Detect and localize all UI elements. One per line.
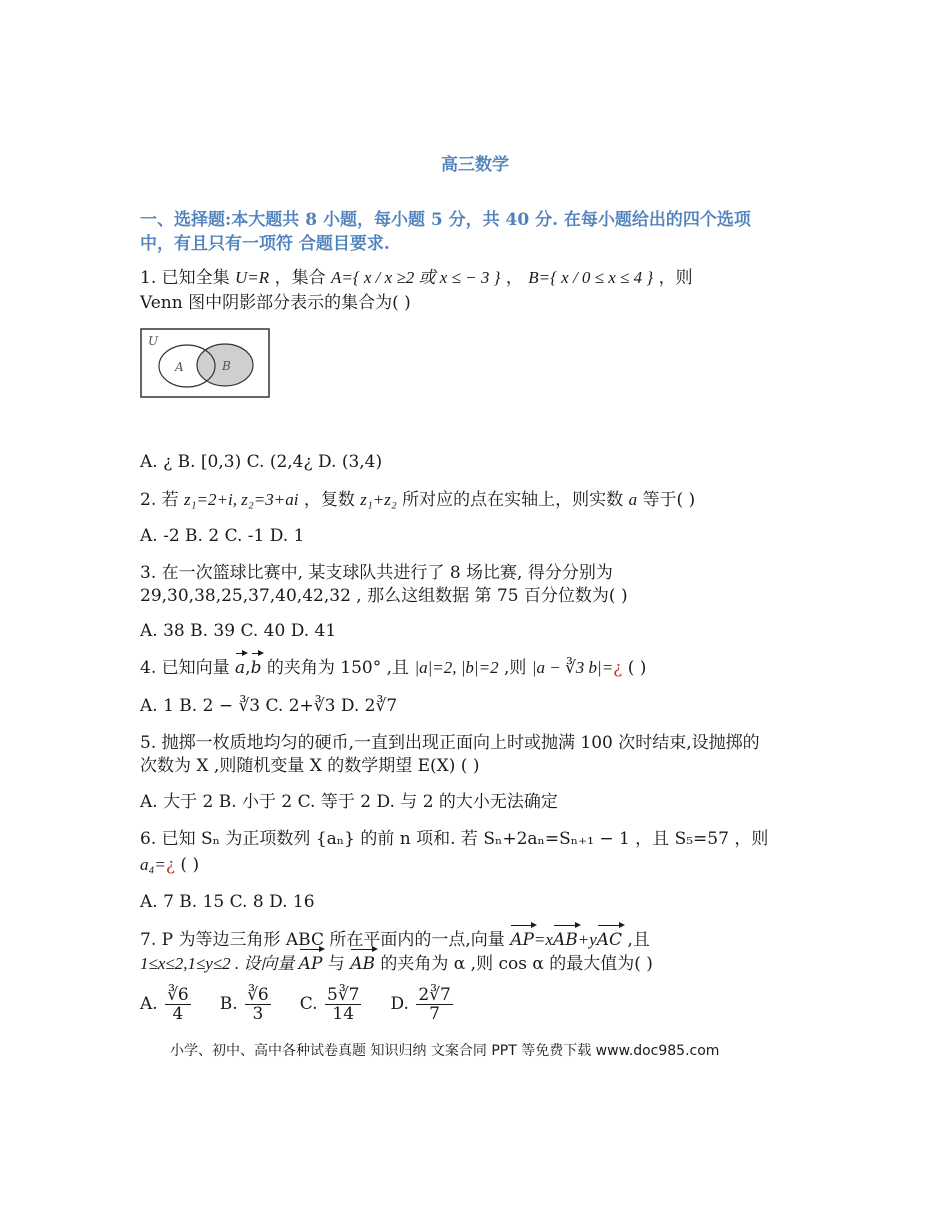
q7-option-a-fraction: $\frac{∛6}{4}$	[167, 985, 189, 1024]
q1-text: 1. 已知全集	[140, 268, 236, 288]
q1-formula-a: A={ x / x ≥2 或 x ≤ − 3 }	[330, 268, 501, 287]
q2-formula-sum: z₁+z₂	[360, 490, 397, 509]
q1-formula-u: U=R	[235, 268, 270, 287]
question-7-options	[140, 986, 455, 1023]
q7-text: ,且	[622, 930, 650, 950]
question-4-options: A. 1 B. 2 − ∛3 C. 2+∛3 D. 2∛7	[140, 696, 398, 716]
q7-formula: =x	[533, 930, 553, 949]
question-6-line-1: 6. 已知 Sₙ 为正项数列 {aₙ} 的前 n 项和. 若 Sₙ+2aₙ=Sₙ₊₁ − 1 ，且 S₅=57 ，则	[140, 829, 769, 849]
q6-text: ( )	[175, 855, 200, 875]
venn-label-b: B	[222, 359, 231, 373]
vector-ab: AB	[350, 954, 375, 974]
vector-b: b	[250, 658, 262, 678]
q7-option-a-label: A.	[140, 994, 158, 1014]
question-5-line-2: 次数为 X ,则随机变量 X 的数学期望 E(X) ( )	[140, 756, 480, 776]
vector-ac: AC	[596, 930, 623, 950]
q2-text: ，复数	[298, 490, 361, 510]
question-5-line-1: 5. 抛掷一枚质地均匀的硬币,一直到出现正面向上时或抛满 100 次时结束,设抛掷的	[140, 733, 760, 753]
q4-text: 的夹角为 150° ,且	[261, 658, 415, 678]
vector-ap: AP	[510, 930, 534, 950]
q2-text: 2. 若	[140, 490, 185, 510]
q2-text: 等于( )	[637, 490, 696, 510]
question-3-line-1: 3. 在一次篮球比赛中, 某支球队共进行了 8 场比赛, 得分分别为	[140, 563, 613, 583]
q7-formula-range: 1≤x≤2,1≤y≤2 . 设向量	[140, 954, 299, 973]
question-2-text	[140, 488, 695, 512]
question-6-options: A. 7 B. 15 C. 8 D. 16	[140, 892, 315, 912]
q4-text: 4. 已知向量	[140, 658, 236, 678]
q2-formula-z: z₁=2+i, z₂=3+ai	[184, 490, 299, 509]
question-2-options: A. -2 B. 2 C. -1 D. 1	[140, 526, 305, 546]
q7-option-d-fraction: $\frac{2∛7}{7}$	[418, 985, 451, 1024]
section-header	[140, 208, 820, 256]
q7-option-c-fraction: $\frac{5∛7}{14}$	[327, 985, 360, 1024]
section-header-line-2: 中，有且只有一项符 合题目要求.	[140, 234, 390, 254]
question-1-line-1	[140, 266, 693, 290]
question-3-line-2: 29,30,38,25,37,40,42,32 , 那么这组数据 第 75 百分位数为( )	[140, 586, 628, 606]
q6-formula: a₄=	[140, 855, 166, 874]
venn-label-u: U	[148, 334, 159, 348]
question-7-line-2	[140, 952, 653, 976]
q2-text: 所对应的点在实轴上，则实数	[396, 490, 629, 510]
section-header-line-1: 一、选择题:本大题共 8 小题，每小题 5 分，共 40 分. 在每小题给出的四个选项	[140, 210, 751, 230]
q4-text: ,则	[498, 658, 532, 678]
q7-option-c-label: C.	[299, 994, 318, 1014]
page-title: 高三数学	[441, 155, 509, 175]
q7-option-b-fraction: $\frac{∛6}{3}$	[247, 985, 269, 1024]
q7-text: 与	[322, 954, 351, 974]
q1-text: ，	[500, 268, 529, 288]
question-7-line-1	[140, 928, 650, 952]
question-4-text: 4. 已知向量 a,b 的夹角为 150° ,且 |a|=2, |b|=2 ,则 |a − ∛3 b|=¿ ( )	[140, 658, 647, 678]
q2-formula-a: a	[628, 490, 638, 509]
q7-text: 的夹角为 α ,则 cos α 的最大值为( )	[374, 954, 653, 974]
venn-diagram	[140, 328, 270, 398]
q6-garbled-glyph: ¿	[165, 855, 176, 875]
q4-garbled-glyph: ¿	[613, 658, 623, 678]
q7-formula: +y	[577, 930, 597, 949]
q1-text: ，则	[653, 268, 693, 288]
q1-text: ，集合	[269, 268, 331, 288]
q7-option-d-label: D.	[390, 994, 409, 1014]
vector-a: a	[235, 658, 246, 678]
q7-text: 7. P 为等边三角形 ABC 所在平面内的一点,向量	[140, 930, 511, 950]
footer-text[interactable]: 小学、初中、高中各种试卷真题 知识归纳 文案合同 PPT 等免费下载 www.doc985.com	[170, 1043, 720, 1059]
question-6-line-2	[140, 853, 199, 877]
question-1-line-2: Venn 图中阴影部分表示的集合为( )	[140, 293, 411, 313]
q4-text: ( )	[622, 658, 647, 678]
question-3-options: A. 38 B. 39 C. 40 D. 41	[140, 621, 337, 641]
q1-formula-b: B={ x / 0 ≤ x ≤ 4 }	[528, 268, 654, 287]
vector-ap: AP	[298, 954, 323, 974]
question-1-options: A. ¿ B. [0,3) C. (2,4¿ D. (3,4)	[140, 452, 383, 472]
question-5-options: A. 大于 2 B. 小于 2 C. 等于 2 D. 与 2 的大小无法确定	[140, 792, 558, 812]
q7-option-b-label: B.	[219, 994, 238, 1014]
q4-formula-norms: |a|=2, |b|=2	[414, 658, 499, 677]
vector-ab: AB	[552, 930, 578, 950]
q4-formula-expr: |a − ∛3 b|=	[531, 658, 614, 677]
venn-label-a: A	[175, 360, 184, 374]
